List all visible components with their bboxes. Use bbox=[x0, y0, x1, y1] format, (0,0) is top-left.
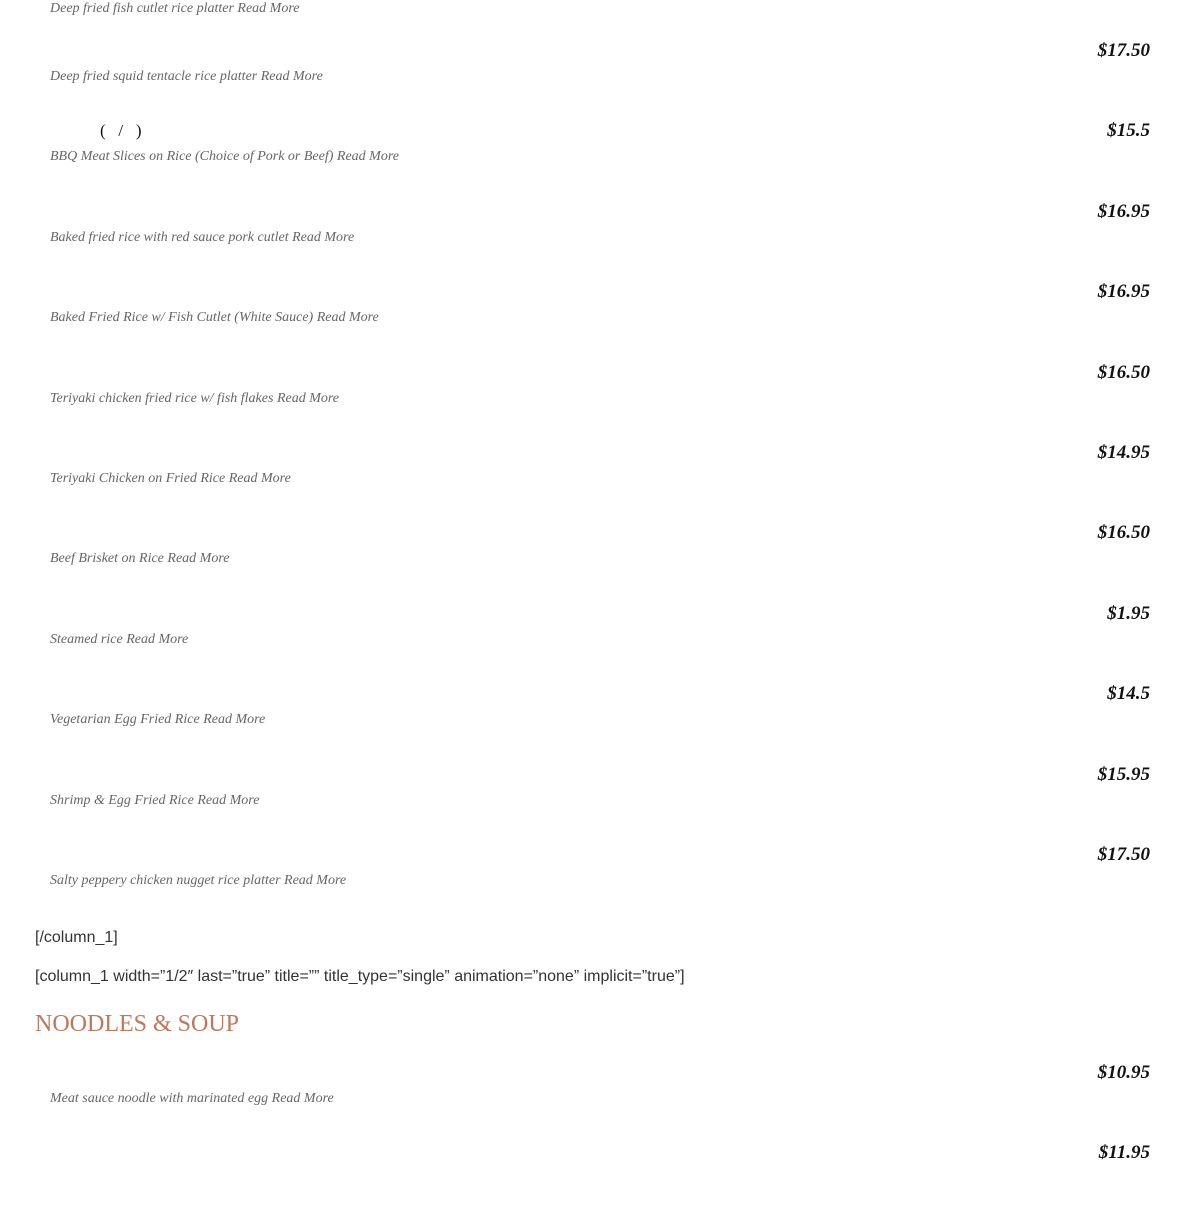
item-description-text: Shrimp & Egg Fried Rice bbox=[50, 793, 198, 808]
read-more-link[interactable]: Read More bbox=[260, 69, 323, 84]
read-more-link[interactable]: Read More bbox=[292, 230, 355, 245]
item-description-text: Deep fried squid tentacle rice platter bbox=[50, 69, 261, 84]
item-description bbox=[50, 148, 399, 166]
read-more-link[interactable]: Read More bbox=[167, 551, 230, 566]
item-price: $16.95 bbox=[1097, 281, 1150, 302]
read-more-link[interactable]: Read More bbox=[228, 471, 291, 486]
item-description bbox=[50, 309, 379, 327]
item-price: $1.95 bbox=[1107, 603, 1150, 624]
item-description bbox=[50, 0, 299, 18]
item-price: $10.95 bbox=[1097, 1062, 1150, 1083]
read-more-link[interactable]: Read More bbox=[284, 873, 347, 888]
item-description bbox=[50, 792, 259, 810]
item-description bbox=[50, 872, 346, 890]
item-description-text: Vegetarian Egg Fried Rice bbox=[50, 712, 204, 727]
menu-item bbox=[0, 683, 1190, 763]
item-title: ( / ) bbox=[100, 121, 142, 140]
item-description-text: Steamed rice bbox=[50, 632, 127, 647]
read-more-link[interactable]: Read More bbox=[126, 632, 189, 647]
item-price: $16.50 bbox=[1097, 362, 1150, 383]
item-price: $16.95 bbox=[1097, 201, 1150, 222]
item-price: $14.5 bbox=[1107, 683, 1150, 704]
item-description-text: Meat sauce noodle with marinated egg bbox=[50, 1091, 272, 1106]
column-close-shortcode: [/column_1] bbox=[35, 929, 118, 946]
item-description bbox=[50, 711, 265, 729]
item-price: $17.50 bbox=[1097, 40, 1150, 61]
item-description-text: Teriyaki Chicken on Fried Rice bbox=[50, 471, 229, 486]
menu-item bbox=[0, 362, 1190, 442]
menu-item bbox=[0, 1142, 1190, 1222]
item-price: $11.95 bbox=[1098, 1142, 1150, 1163]
read-more-link[interactable]: Read More bbox=[203, 712, 266, 727]
menu-item bbox=[0, 844, 1190, 924]
item-price: $14.95 bbox=[1097, 442, 1150, 463]
read-more-link[interactable]: Read More bbox=[276, 391, 340, 406]
section-heading-noodles-soup: NOODLES & SOUP bbox=[35, 1011, 240, 1037]
item-description-text: Baked Fried Rice w/ Fish Cutlet (White Sauce) bbox=[50, 310, 317, 325]
item-description-text: Baked fried rice with red sauce pork cutlet bbox=[50, 230, 293, 245]
item-description-text: BBQ Meat Slices on Rice (Choice of Pork or Beef) bbox=[50, 149, 337, 164]
read-more-link[interactable]: Read More bbox=[197, 793, 260, 808]
item-price: $15.5 bbox=[1107, 120, 1150, 141]
item-description bbox=[50, 390, 339, 408]
menu-item bbox=[0, 40, 1190, 120]
menu-item bbox=[0, 201, 1190, 281]
item-description-text: Salty peppery chicken nugget rice platter bbox=[50, 873, 285, 888]
read-more-link[interactable]: Read More bbox=[336, 149, 399, 164]
item-price: $15.95 bbox=[1097, 764, 1150, 785]
item-description bbox=[50, 68, 323, 86]
item-description-text: Beef Brisket on Rice bbox=[50, 551, 168, 566]
read-more-link[interactable]: Read More bbox=[271, 1091, 334, 1106]
item-price: $16.50 bbox=[1097, 522, 1150, 543]
item-description bbox=[50, 550, 229, 568]
item-description-text: Deep fried fish cutlet rice platter bbox=[50, 1, 238, 16]
menu-item bbox=[0, 603, 1190, 683]
item-price: $17.50 bbox=[1097, 844, 1150, 865]
menu-item bbox=[0, 120, 1190, 200]
read-more-link[interactable]: Read More bbox=[237, 1, 300, 16]
item-description bbox=[50, 229, 354, 247]
menu-item bbox=[0, 764, 1190, 844]
menu-item bbox=[0, 442, 1190, 522]
item-description-text: Teriyaki chicken fried rice w/ fish flakes bbox=[50, 391, 277, 406]
item-description bbox=[50, 470, 291, 488]
column-open-shortcode: [column_1 width=”1/2″ last=”true” title=”” title_type=”single” animation=”none” implicit=”true”] bbox=[35, 968, 685, 985]
menu-item bbox=[0, 1062, 1190, 1142]
item-description bbox=[50, 1090, 334, 1108]
item-description bbox=[50, 631, 188, 649]
read-more-link[interactable]: Read More bbox=[316, 310, 379, 325]
menu-item bbox=[0, 281, 1190, 361]
menu-item bbox=[0, 522, 1190, 602]
